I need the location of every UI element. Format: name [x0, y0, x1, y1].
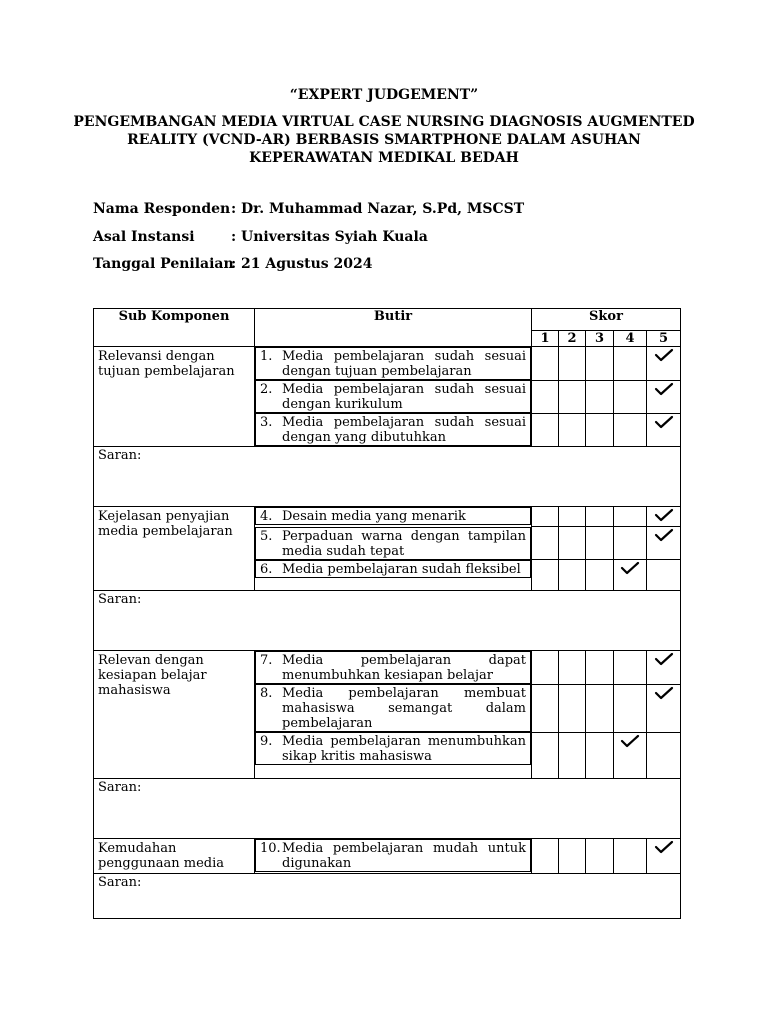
score-cell-2[interactable] [559, 380, 586, 413]
score-cell-4[interactable] [614, 560, 647, 591]
butir-text: Media pembelajaran sudah sesuai dengan kurikulum [282, 382, 526, 412]
butir-number: 4. [260, 509, 273, 524]
score-cell-5[interactable] [647, 560, 681, 591]
score-cell-3[interactable] [586, 684, 614, 732]
score-cell-1[interactable] [532, 413, 559, 447]
score-cell-2[interactable] [559, 838, 586, 873]
score-cell-3[interactable] [586, 507, 614, 527]
sub-komponen-cell: Kejelasan penyajian media pembelajaran [94, 507, 255, 591]
butir-text: Media pembelajaran membuat mahasiswa semangat dalam pembelajaran [282, 686, 526, 731]
score-cell-4[interactable] [614, 347, 647, 381]
header-butir: Butir [255, 309, 532, 347]
score-cell-2[interactable] [559, 507, 586, 527]
butir-cell [255, 560, 531, 578]
score-cell-1[interactable] [532, 380, 559, 413]
score-cell-3[interactable] [586, 527, 614, 560]
info-value: : Universitas Syiah Kuala [231, 229, 428, 245]
header-sub-komponen: Sub Komponen [94, 309, 255, 347]
score-cell-2[interactable] [559, 684, 586, 732]
butir-cell [255, 413, 531, 446]
score-cell-5[interactable] [647, 732, 681, 778]
info-row-institution [93, 229, 428, 245]
document-title: “EXPERT JUDGEMENT” [289, 87, 479, 103]
score-cell-3[interactable] [586, 413, 614, 447]
score-cell-5[interactable] [647, 507, 681, 527]
score-cell-1[interactable] [532, 684, 559, 732]
score-cell-5[interactable] [647, 527, 681, 560]
score-cell-3[interactable] [586, 651, 614, 685]
butir-text: Media pembelajaran menumbuhkan sikap kritis mahasiswa [282, 734, 526, 764]
butir-cell [255, 507, 531, 525]
info-row-respondent [93, 201, 524, 217]
butir-cell [255, 527, 531, 560]
score-cell-2[interactable] [559, 732, 586, 778]
checkmark-icon [654, 652, 674, 666]
butir-text: Perpaduan warna dengan tampilan media sudah tepat [282, 528, 526, 559]
item-row [94, 507, 681, 527]
score-level-header: 4 [614, 331, 647, 347]
score-cell-5[interactable] [647, 838, 681, 873]
header-skor: Skor [532, 309, 681, 331]
butir-number: 5. [260, 528, 273, 544]
butir-cell [255, 684, 531, 732]
checkmark-icon [654, 348, 674, 362]
score-cell-3[interactable] [586, 380, 614, 413]
table-header-row [94, 309, 681, 331]
checkmark-icon [654, 840, 674, 854]
score-cell-3[interactable] [586, 838, 614, 873]
checkmark-icon [654, 508, 674, 522]
score-cell-5[interactable] [647, 651, 681, 685]
item-row [94, 838, 681, 873]
score-cell-4[interactable] [614, 413, 647, 447]
checkmark-icon [654, 528, 674, 542]
sub-komponen-cell: Relevansi dengan tujuan pembelajaran [94, 347, 255, 447]
butir-cell [255, 651, 531, 684]
saran-row [94, 873, 681, 918]
score-cell-2[interactable] [559, 527, 586, 560]
saran-row [94, 778, 681, 838]
butir-text: Media pembelajaran mudah untuk digunakan [282, 840, 526, 871]
subtitle-line: REALITY (VCND-AR) BERBASIS SMARTPHONE DALAM ASUHAN [127, 132, 641, 148]
checkmark-icon [620, 734, 640, 748]
score-cell-1[interactable] [532, 838, 559, 873]
score-cell-2[interactable] [559, 560, 586, 591]
checkmark-icon [654, 415, 674, 429]
score-cell-2[interactable] [559, 651, 586, 685]
score-cell-5[interactable] [647, 413, 681, 447]
subtitle-line: KEPERAWATAN MEDIKAL BEDAH [249, 150, 519, 166]
score-cell-3[interactable] [586, 347, 614, 381]
score-cell-1[interactable] [532, 527, 559, 560]
info-row-date [93, 256, 372, 272]
butir-number: 8. [260, 686, 273, 701]
subtitle-line: PENGEMBANGAN MEDIA VIRTUAL CASE NURSING DIAGNOSIS AUGMENTED [73, 114, 695, 130]
saran-label[interactable]: Saran: [94, 778, 681, 838]
score-cell-4[interactable] [614, 527, 647, 560]
info-value: : 21 Agustus 2024 [231, 256, 373, 272]
butir-number: 3. [260, 415, 273, 430]
saran-label[interactable]: Saran: [94, 591, 681, 651]
saran-label[interactable]: Saran: [94, 873, 681, 918]
score-cell-3[interactable] [586, 732, 614, 778]
document-subtitle [0, 113, 768, 167]
butir-cell [255, 732, 531, 765]
item-row [94, 651, 681, 685]
info-label: Nama Responden [93, 201, 231, 217]
butir-text: Media pembelajaran sudah sesuai dengan tujuan pembelajaran [282, 349, 526, 379]
butir-text: Media pembelajaran dapat menumbuhkan kesiapan belajar [282, 653, 526, 683]
saran-row [94, 591, 681, 651]
score-cell-1[interactable] [532, 651, 559, 685]
score-cell-2[interactable] [559, 347, 586, 381]
info-value: : Dr. Muhammad Nazar, S.Pd, MSCST [231, 201, 525, 217]
checkmark-icon [620, 561, 640, 575]
score-cell-4[interactable] [614, 684, 647, 732]
sub-komponen-cell: Kemudahan penggunaan media [94, 838, 255, 873]
score-cell-1[interactable] [532, 560, 559, 591]
assessment-table [93, 308, 681, 919]
saran-label[interactable]: Saran: [94, 447, 681, 507]
checkmark-icon [654, 686, 674, 700]
info-label: Asal Instansi [93, 229, 195, 245]
score-cell-5[interactable] [647, 380, 681, 413]
butir-number: 9. [260, 734, 273, 749]
info-label: Tanggal Penilaian [93, 256, 234, 272]
butir-number: 10. [260, 840, 281, 856]
butir-cell [255, 380, 531, 413]
score-cell-4[interactable] [614, 651, 647, 685]
saran-row [94, 447, 681, 507]
butir-cell [255, 839, 531, 872]
score-level-header: 5 [647, 331, 681, 347]
butir-number: 2. [260, 382, 273, 397]
sub-komponen-cell: Relevan dengan kesiapan belajar mahasiswa [94, 651, 255, 779]
butir-text: Media pembelajaran sudah fleksibel [282, 561, 521, 577]
score-cell-4[interactable] [614, 380, 647, 413]
butir-cell [255, 347, 531, 380]
score-cell-4[interactable] [614, 507, 647, 527]
score-cell-3[interactable] [586, 560, 614, 591]
score-cell-5[interactable] [647, 347, 681, 381]
score-cell-1[interactable] [532, 732, 559, 778]
butir-text: Desain media yang menarik [282, 509, 466, 524]
butir-number: 6. [260, 561, 273, 577]
checkmark-icon [654, 382, 674, 396]
item-row [94, 347, 681, 381]
score-cell-5[interactable] [647, 684, 681, 732]
score-cell-4[interactable] [614, 732, 647, 778]
butir-text: Media pembelajaran sudah sesuai dengan yang dibutuhkan [282, 415, 526, 445]
score-cell-1[interactable] [532, 347, 559, 381]
score-cell-4[interactable] [614, 838, 647, 873]
score-level-header: 2 [559, 331, 586, 347]
butir-number: 1. [260, 349, 273, 364]
score-cell-2[interactable] [559, 413, 586, 447]
butir-number: 7. [260, 653, 273, 668]
score-cell-1[interactable] [532, 507, 559, 527]
score-level-header: 3 [586, 331, 614, 347]
score-level-header: 1 [532, 331, 559, 347]
